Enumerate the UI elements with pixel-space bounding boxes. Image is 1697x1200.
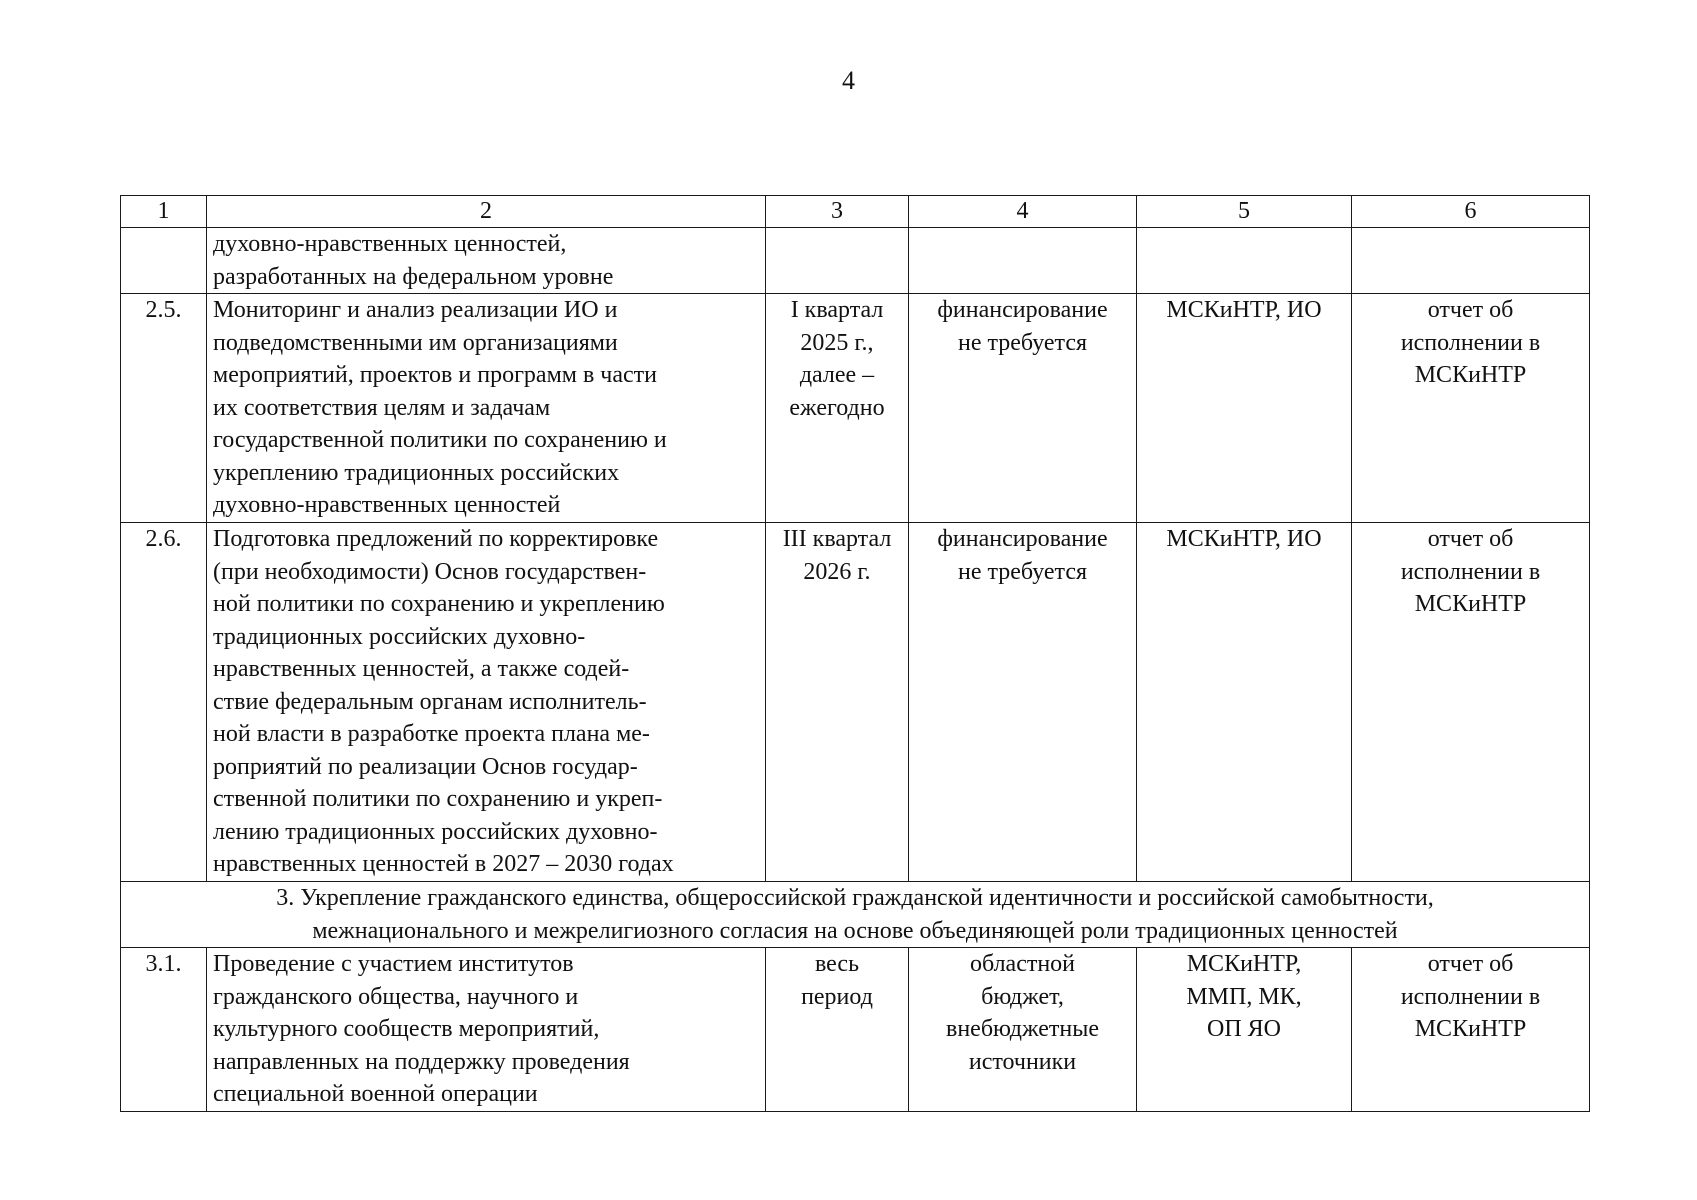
row-number: 2.5. <box>121 294 207 523</box>
row-activity: Мониторинг и анализ реализации ИО и подведомственными им организациями мероприятий, проектов и программ в части их соответствия целям и задачам государственной политики по сохранению и укреплению традиционных российских духовно-нравственных ценностей <box>207 294 766 523</box>
header-col-1: 1 <box>121 196 207 228</box>
row-term: весь период <box>766 948 909 1112</box>
table-row-2-5 <box>121 294 1590 523</box>
row-number: 3.1. <box>121 948 207 1112</box>
header-col-2: 2 <box>207 196 766 228</box>
row-number <box>121 228 207 294</box>
row-number: 2.6. <box>121 523 207 882</box>
row-term <box>766 228 909 294</box>
table-header-row <box>121 196 1590 228</box>
row-executor <box>1137 228 1352 294</box>
row-activity: Проведение с участием институтов гражданского общества, научного и культурного сообществ мероприятий, направленных на поддержку проведения специальной военной операции <box>207 948 766 1112</box>
row-report: отчет об исполнении в МСКиНТР <box>1352 523 1590 882</box>
row-executor: МСКиНТР, ИО <box>1137 294 1352 523</box>
header-col-5: 5 <box>1137 196 1352 228</box>
table-row-2-6 <box>121 523 1590 882</box>
row-report <box>1352 228 1590 294</box>
row-report: отчет об исполнении в МСКиНТР <box>1352 294 1590 523</box>
row-activity: Подготовка предложений по корректировке (при необходимости) Основ государствен- ной политики по сохранению и укреплению традиционных российских духовно- нравственных ценностей, а также содей- ствие федеральным органам исполнитель- ной власти в разработке проекта плана ме- роприятий по реализации Основ государ- ственной политики по сохранению и укреп- лению традиционных российских духовно- нравственных ценностей в 2027 – 2030 годах <box>207 523 766 882</box>
header-col-6: 6 <box>1352 196 1590 228</box>
page-number: 4 <box>842 66 855 95</box>
header-col-3: 3 <box>766 196 909 228</box>
row-financing <box>909 228 1137 294</box>
row-executor: МСКиНТР, ММП, МК, ОП ЯО <box>1137 948 1352 1112</box>
table-row-continuation <box>121 228 1590 294</box>
table-row-3-1 <box>121 948 1590 1112</box>
section-3-title: 3. Укрепление гражданского единства, общероссийской гражданской идентичности и российской самобытности, межнационального и межрелигиозного согласия на основе объединяющей роли традиционных ценностей <box>121 882 1590 948</box>
row-financing: областной бюджет, внебюджетные источники <box>909 948 1137 1112</box>
row-financing: финансирование не требуется <box>909 523 1137 882</box>
plan-table <box>120 195 1590 1112</box>
row-executor: МСКиНТР, ИО <box>1137 523 1352 882</box>
section-header-row <box>121 882 1590 948</box>
row-activity: духовно-нравственных ценностей, разработанных на федеральном уровне <box>207 228 766 294</box>
row-report: отчет об исполнении в МСКиНТР <box>1352 948 1590 1112</box>
row-financing: финансирование не требуется <box>909 294 1137 523</box>
header-col-4: 4 <box>909 196 1137 228</box>
row-term: I квартал 2025 г., далее – ежегодно <box>766 294 909 523</box>
row-term: III квартал 2026 г. <box>766 523 909 882</box>
